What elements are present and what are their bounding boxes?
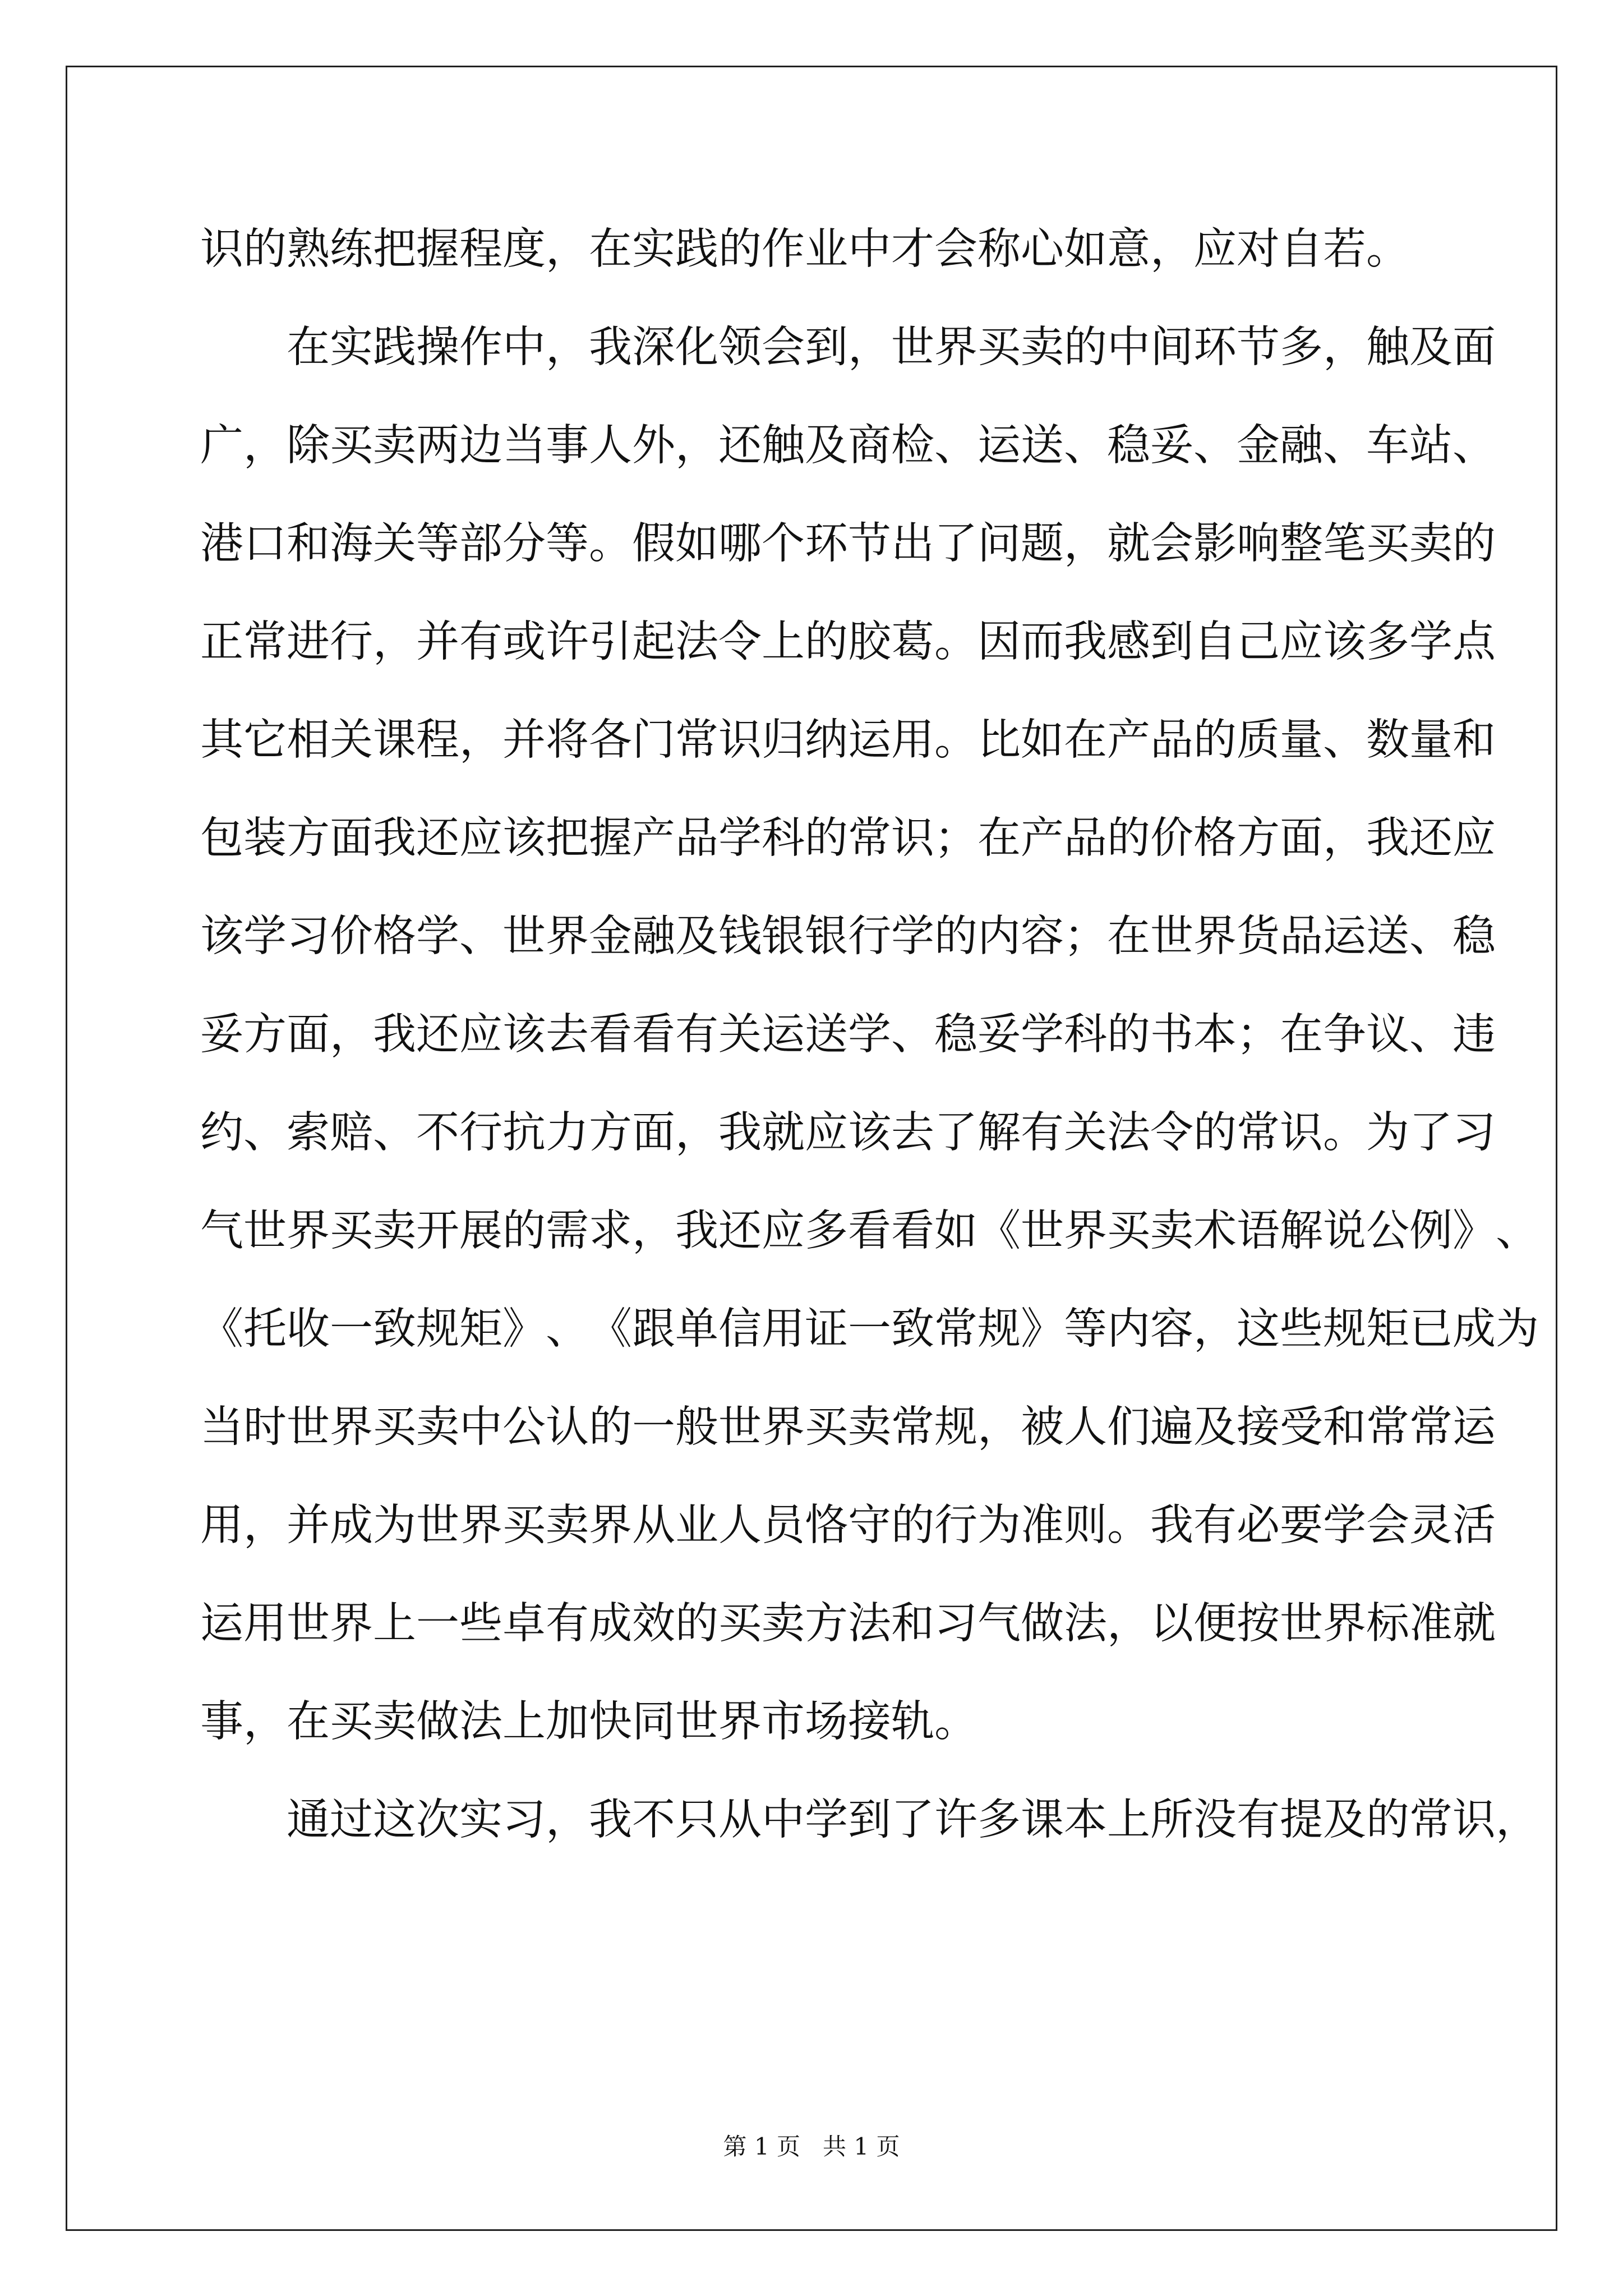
text-line-content: 事，在买卖做法上加快同世界市场接轨。: [200, 1697, 978, 1747]
text-line: 通 过 这 次 实 习 ， 我 不 只 从 中 学 到 了 许 多 课 本 上 所 没 有 提 及 的 常 识 ，: [287, 1795, 1539, 1845]
page-footer: 第 1 页 共 1 页: [723, 2133, 900, 2160]
text-line: 该 学 习 价 格 学 、 世 界 金 融 及 钱 银 银 行 学 的 内 容 ； 在 世 界 货 品 运 送 、 稳: [200, 912, 1496, 961]
text-line: 广 ， 除 买 卖 两 边 当 事 人 外 ， 还 触 及 商 检 、 运 送 、 稳 妥 、 金 融 、 车 站 、: [200, 421, 1496, 471]
document-body: [200, 200, 1539, 1869]
text-line: 妥 方 面 ， 我 还 应 该 去 看 看 有 关 运 送 学 、 稳 妥 学 科 的 书 本 ； 在 争 议 、 违: [200, 1010, 1496, 1060]
text-line: 约 、 索 赔 、 不 行 抗 力 方 面 ， 我 就 应 该 去 了 解 有 关 法 令 的 常 识 。 为 了 习: [200, 1108, 1496, 1158]
text-line: 当 时 世 界 买 卖 中 公 认 的 一 般 世 界 买 卖 常 规 ， 被 人 们 遍 及 接 受 和 常 常 运: [200, 1402, 1496, 1452]
text-line: 用 ， 并 成 为 世 界 买 卖 界 从 业 人 员 恪 守 的 行 为 准 则 。 我 有 必 要 学 会 灵 活: [200, 1501, 1496, 1550]
text-line: 运 用 世 界 上 一 些 卓 有 成 效 的 买 卖 方 法 和 习 气 做 法 ， 以 便 按 世 界 标 准 就: [200, 1599, 1496, 1649]
text-line: [200, 200, 1451, 298]
text-line: 其 它 相 关 课 程 ， 并 将 各 门 常 识 归 纳 运 用 。 比 如 在 产 品 的 质 量 、 数 量 和: [200, 715, 1496, 765]
text-line: 在 实 践 操 作 中 ， 我 深 化 领 会 到 ， 世 界 买 卖 的 中 间 环 节 多 ， 触 及 面: [287, 323, 1496, 372]
text-line: [200, 1673, 1451, 1771]
text-line: 港 口 和 海 关 等 部 分 等 。 假 如 哪 个 环 节 出 了 问 题 ， 就 会 影 响 整 笔 买 卖 的: [200, 519, 1496, 569]
text-line: 正 常 进 行 ， 并 有 或 许 引 起 法 令 上 的 胶 葛 。 因 而 我 感 到 自 己 应 该 多 学 点: [200, 617, 1496, 667]
text-line: 包 装 方 面 我 还 应 该 把 握 产 品 学 科 的 常 识 ； 在 产 品 的 价 格 方 面 ， 我 还 应: [200, 813, 1496, 863]
text-line: 气 世 界 买 卖 开 展 的 需 求 ， 我 还 应 多 看 看 如 《 世 界 买 卖 术 语 解 说 公 例 》 、: [200, 1206, 1539, 1256]
text-line: 《 托 收 一 致 规 矩 》 、 《 跟 单 信 用 证 一 致 常 规 》 等 内 容 ， 这 些 规 矩 已 成 为: [200, 1304, 1539, 1354]
text-line-content: 识的熟练把握程度，在实践的作业中才会称心如意，应对自若。: [200, 224, 1409, 274]
